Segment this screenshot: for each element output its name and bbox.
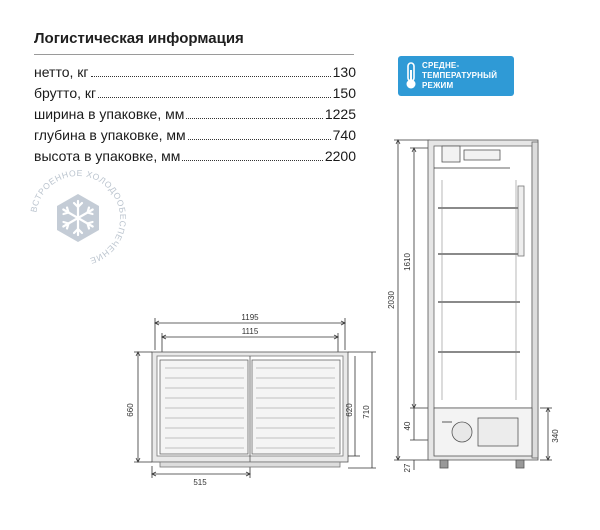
badge-line: ТЕМПЕРАТУРНЫЙ (422, 71, 498, 80)
dim-full-depth: 710 (362, 405, 371, 419)
badge-line: РЕЖИМ (422, 81, 454, 90)
dim-feet-height: 27 (403, 463, 412, 473)
dim-inner-width: 1115 (241, 327, 259, 336)
logistics-title: Логистическая информация (34, 30, 244, 47)
spec-label: брутто, кг (34, 85, 97, 101)
spec-value: 740 (332, 127, 356, 143)
spec-value: 1225 (324, 106, 356, 122)
spec-value: 130 (332, 64, 356, 80)
stamp-text-path: ВСТРОЕННОЕ ХОЛОДООБЕСПЕЧЕНИЕ (28, 168, 128, 267)
spec-value: 2200 (324, 148, 356, 164)
dim-chamber-height: 1610 (403, 253, 412, 271)
badge-line: СРЕДНЕ- (422, 61, 460, 70)
top-view-drawing (134, 318, 376, 478)
dim-inner-depth: 620 (345, 403, 354, 417)
dim-total-height: 2030 (387, 291, 396, 309)
dim-half-width: 515 (193, 478, 207, 487)
spec-label: ширина в упаковке, мм (34, 106, 185, 122)
dim-outer-width: 1195 (241, 313, 259, 322)
dim-depth: 660 (126, 403, 135, 417)
dim-base-height: 40 (403, 421, 412, 431)
spec-label: глубина в упаковке, мм (34, 127, 186, 143)
spec-value: 150 (332, 85, 356, 101)
spec-label: высота в упаковке, мм (34, 148, 181, 164)
side-view-drawing (394, 140, 552, 473)
spec-label: нетто, кг (34, 64, 89, 80)
dim-unit-height: 340 (551, 429, 560, 443)
